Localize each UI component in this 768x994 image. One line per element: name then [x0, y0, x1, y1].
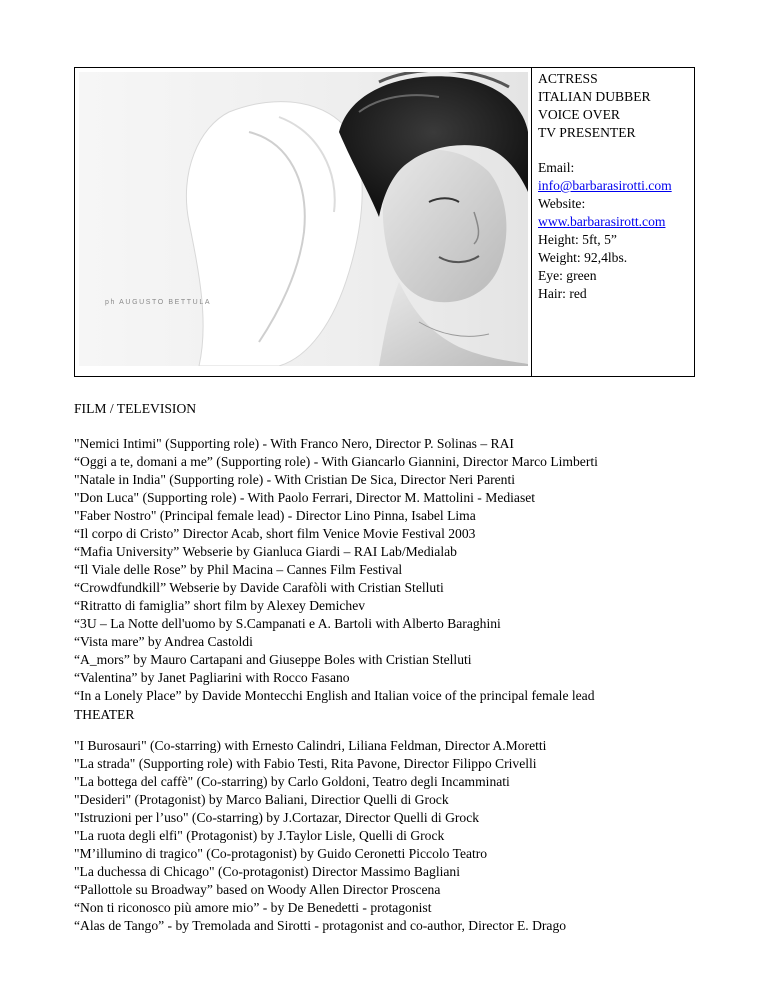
film-entry: “Il Viale delle Rose” by Phil Macina – Cannes Film Festival: [74, 562, 403, 577]
film-entry: "Faber Nostro" (Principal female lead) - Director Lino Pinna, Isabel Lima: [74, 508, 476, 523]
film-entry: “Valentina” by Janet Pagliarini with Rocco Fasano: [74, 670, 350, 685]
website-link[interactable]: www.barbarasirott.com: [538, 214, 666, 229]
role-actress: ACTRESS: [538, 71, 598, 86]
theater-entry: “Alas de Tango” - by Tremolada and Sirotti - protagonist and co-author, Director E. Drago: [74, 918, 567, 933]
portrait-illustration: [79, 72, 528, 366]
film-entry: “3U – La Notte dell'uomo by S.Campanati e A. Bartoli with Alberto Baraghini: [74, 616, 501, 631]
weight: Weight: 92,4lbs.: [538, 250, 628, 265]
theater-entry: "I Burosauri" (Co-starring) with Ernesto Calindri, Liliana Feldman, Director A.Moretti: [74, 738, 547, 753]
theater-entry: "La duchessa di Chicago" (Co-protagonist) Director Massimo Bagliani: [74, 864, 460, 879]
film-entry: “Il corpo di Cristo” Director Acab, short film Venice Movie Festival 2003: [74, 526, 476, 541]
portrait-photo: [79, 72, 528, 366]
height: Height: 5ft, 5”: [538, 232, 617, 247]
email-link[interactable]: info@barbarasirotti.com: [538, 178, 672, 193]
film-entry: “Crowdfundkill” Webserie by Davide Carafòli with Cristian Stelluti: [74, 580, 444, 595]
photo-credit: ph AUGUSTO BETTULA: [105, 299, 212, 306]
email-label: Email:: [538, 160, 575, 175]
role-tv-presenter: TV PRESENTER: [538, 125, 636, 140]
photo-cell: [75, 68, 532, 376]
film-entry: "Nemici Intimi" (Supporting role) - With Franco Nero, Director P. Solinas – RAI: [74, 436, 514, 451]
film-entry: “In a Lonely Place” by Davide Montecchi English and Italian voice of the principal female lead: [74, 688, 595, 703]
theater-section-title: THEATER: [74, 707, 135, 722]
theater-entry: "La bottega del caffè" (Co-starring) by Carlo Goldoni, Teatro degli Incamminati: [74, 774, 510, 789]
header-table: [74, 67, 695, 377]
role-voice-over: VOICE OVER: [538, 107, 620, 122]
theater-entry: "Istruzioni per l’uso" (Co-starring) by J.Cortazar, Director Quelli di Grock: [74, 810, 480, 825]
hair-color: Hair: red: [538, 286, 587, 301]
film-entry: “Vista mare” by Andrea Castoldi: [74, 634, 253, 649]
theater-entry: "Desideri" (Protagonist) by Marco Baliani, Directior Quelli di Grock: [74, 792, 449, 807]
film-entry: “A_mors” by Mauro Cartapani and Giuseppe Boles with Cristian Stelluti: [74, 652, 472, 667]
theater-entry: “Pallottole su Broadway” based on Woody Allen Director Proscena: [74, 882, 441, 897]
website-label: Website:: [538, 196, 586, 211]
role-dubber: ITALIAN DUBBER: [538, 89, 651, 104]
film-entry: “Mafia University” Webserie by Gianluca Giardi – RAI Lab/Medialab: [74, 544, 457, 559]
theater-list: [74, 737, 754, 935]
film-list: [74, 435, 754, 705]
theater-entry: "M’illumino di tragico" (Co-protagonist) by Guido Ceronetti Piccolo Teatro: [74, 846, 488, 861]
theater-entry: "La ruota degli elfi" (Protagonist) by J.Taylor Lisle, Quelli di Grock: [74, 828, 445, 843]
contact-info: [538, 70, 694, 303]
eye-color: Eye: green: [538, 268, 597, 283]
film-entry: "Don Luca" (Supporting role) - With Paolo Ferrari, Director M. Mattolini - Mediaset: [74, 490, 536, 505]
film-entry: "Natale in India" (Supporting role) - With Cristian De Sica, Director Neri Parenti: [74, 472, 516, 487]
theater-entry: "La strada" (Supporting role) with Fabio Testi, Rita Pavone, Director Filippo Crivelli: [74, 756, 537, 771]
film-section-title: FILM / TELEVISION: [74, 401, 197, 416]
theater-entry: “Non ti riconosco più amore mio” - by De Benedetti - protagonist: [74, 900, 432, 915]
film-entry: “Ritratto di famiglia” short film by Alexey Demichev: [74, 598, 366, 613]
film-entry: “Oggi a te, domani a me” (Supporting role) - With Giancarlo Giannini, Director Marco Limberti: [74, 454, 598, 469]
